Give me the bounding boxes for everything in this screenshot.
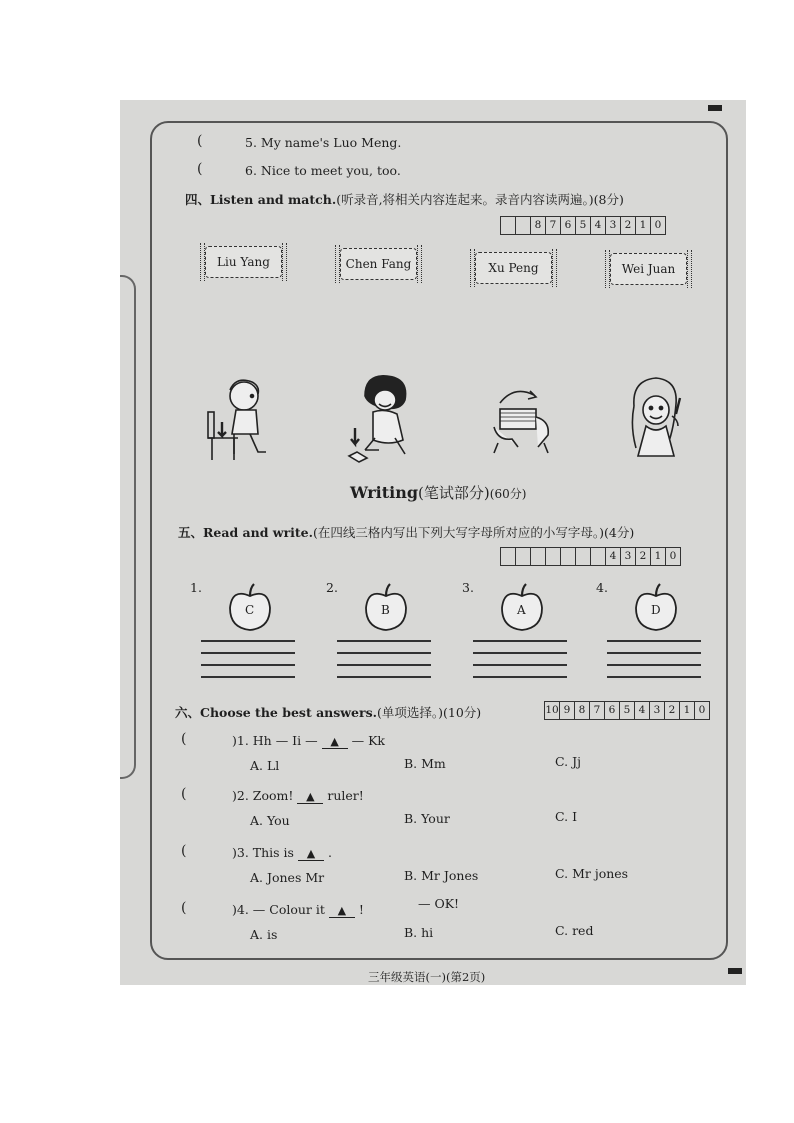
writing-title-cn: (笔试部分): [418, 484, 490, 502]
name-label: Liu Yang: [217, 255, 270, 269]
section-6-title-cn: (单项选择。)(10分): [377, 705, 482, 720]
grid-line: [607, 652, 701, 654]
name-label: Chen Fang: [345, 257, 412, 271]
option-a[interactable]: A. Jones Mr: [250, 870, 325, 885]
four-line-grid[interactable]: [473, 640, 567, 678]
score-cell: 6: [605, 702, 620, 719]
open-book-picture[interactable]: [488, 383, 558, 455]
grid-line: [337, 640, 431, 642]
question-stem: [232, 902, 364, 918]
score-cell: 10: [545, 702, 560, 719]
writing-points: (60分): [489, 487, 527, 501]
grid-line: [473, 640, 567, 642]
corner-mark-top: [708, 105, 722, 111]
answer-paren[interactable]: (: [181, 843, 187, 859]
blank-marker: ▲: [329, 905, 355, 918]
paren-open: (: [197, 161, 203, 177]
score-cell: [501, 548, 516, 565]
score-cell: 1: [680, 702, 695, 719]
section-4-title: [185, 190, 624, 208]
section-4-title-cn: (听录音,将相关内容连起来。录音内容读两遍。)(8分): [336, 192, 624, 207]
section-4-title-en: 四、Listen and match.: [185, 192, 337, 207]
option-c[interactable]: C. Jj: [555, 754, 581, 769]
score-cell: 5: [576, 217, 591, 234]
grid-line: [473, 664, 567, 666]
option-b[interactable]: B. hi: [404, 925, 434, 940]
score-box-5: [500, 547, 681, 566]
name-card-chen-fang[interactable]: [340, 248, 417, 280]
score-cell: 8: [531, 217, 546, 234]
score-cell: 4: [606, 548, 621, 565]
item-number: 3.: [462, 580, 474, 595]
uppercase-letter: A: [517, 603, 526, 617]
blank-marker: ▲: [322, 736, 348, 749]
score-cell: 7: [590, 702, 605, 719]
uppercase-letter: D: [651, 603, 661, 617]
score-cell: 2: [665, 702, 680, 719]
question-5: 5. My name's Luo Meng.: [245, 135, 402, 150]
score-cell: [531, 548, 546, 565]
question-stem: [232, 788, 364, 804]
four-line-grid[interactable]: [607, 640, 701, 678]
grid-line: [607, 676, 701, 678]
grid-line: [473, 652, 567, 654]
name-card-xu-peng[interactable]: [475, 252, 552, 284]
paren-open: (: [197, 133, 203, 149]
grid-line: [201, 664, 295, 666]
boy-sitting-picture[interactable]: [200, 372, 280, 464]
page-footer: 三年级英语(一)(第2页): [368, 970, 486, 984]
score-cell: 9: [560, 702, 575, 719]
four-line-grid[interactable]: [337, 640, 431, 678]
uppercase-letter: C: [245, 603, 255, 617]
girl-picking-picture[interactable]: [345, 372, 425, 464]
section-6-title-en: 六、Choose the best answers.: [175, 705, 377, 720]
answer-paren[interactable]: (: [181, 900, 187, 916]
score-cell: [561, 548, 576, 565]
option-c[interactable]: C. I: [555, 809, 578, 824]
item-number: 4.: [596, 580, 608, 595]
grid-line: [201, 676, 295, 678]
score-cell: 4: [591, 217, 606, 234]
score-cell: 7: [546, 217, 561, 234]
score-cell: 2: [621, 217, 636, 234]
stem-text: .: [327, 845, 332, 860]
name-label: Wei Juan: [621, 262, 676, 276]
section-5-title: [178, 523, 634, 541]
grid-line: [337, 664, 431, 666]
question-stem: [232, 733, 385, 749]
stem-text: — Kk: [351, 733, 385, 748]
score-cell: 3: [606, 217, 621, 234]
score-cell: 0: [669, 550, 677, 562]
grid-line: [201, 640, 295, 642]
score-cell: 3: [650, 702, 665, 719]
section-5-title-en: 五、Read and write.: [178, 525, 313, 540]
score-box-6: [544, 701, 710, 720]
uppercase-letter: B: [381, 603, 390, 617]
section-5-title-cn: (在四线三格内写出下列大写字母所对应的小写字母。)(4分): [313, 525, 635, 540]
score-cell: 6: [561, 217, 576, 234]
score-cell: 3: [621, 548, 636, 565]
score-cell: 2: [636, 548, 651, 565]
score-cell: [501, 217, 516, 234]
blank-marker: ▲: [298, 848, 324, 861]
question-stem: [232, 845, 332, 861]
option-b[interactable]: B. Mm: [404, 756, 446, 771]
stem-text: )1. Hh — Ii —: [232, 733, 318, 748]
option-b[interactable]: B. Mr Jones: [404, 868, 479, 883]
answer-paren[interactable]: (: [181, 786, 187, 802]
item-number: 1.: [190, 580, 202, 595]
writing-heading: [350, 482, 526, 503]
score-box-4: [500, 216, 666, 235]
score-cell: 1: [651, 548, 666, 565]
stem-text: ruler!: [327, 788, 364, 803]
score-cell: 0: [698, 704, 706, 716]
score-cell: 8: [575, 702, 590, 719]
name-card-liu-yang[interactable]: [205, 246, 282, 278]
score-cell: 5: [620, 702, 635, 719]
stem-text: )2. Zoom!: [232, 788, 294, 803]
score-cell: 0: [654, 219, 662, 231]
grid-line: [607, 664, 701, 666]
score-cell: 4: [635, 702, 650, 719]
item-number: 2.: [326, 580, 338, 595]
section-6-title: [175, 703, 481, 721]
four-line-grid[interactable]: [201, 640, 295, 678]
grid-line: [201, 652, 295, 654]
score-cell: [591, 548, 606, 565]
name-card-wei-juan[interactable]: [610, 253, 687, 285]
option-c[interactable]: C. Mr jones: [555, 866, 629, 881]
score-cell: [516, 217, 531, 234]
stem-text: )3. This is: [232, 845, 294, 860]
grid-line: [337, 676, 431, 678]
option-a[interactable]: A. is: [250, 927, 278, 942]
score-cell: [546, 548, 561, 565]
option-a[interactable]: A. You: [250, 813, 290, 828]
binding-arc: [120, 275, 136, 779]
option-c[interactable]: C. red: [555, 923, 594, 938]
answer-paren[interactable]: (: [181, 731, 187, 747]
blank-marker: ▲: [297, 791, 323, 804]
girl-pencil-picture[interactable]: [620, 376, 690, 462]
score-cell: [576, 548, 591, 565]
reply-text: — OK!: [418, 896, 460, 911]
name-label: Xu Peng: [488, 261, 539, 275]
question-6: 6. Nice to meet you, too.: [245, 163, 401, 178]
stem-text: !: [358, 902, 364, 917]
score-cell: [516, 548, 531, 565]
grid-line: [607, 640, 701, 642]
stem-text: )4. — Colour it: [232, 902, 325, 917]
score-cell: 1: [636, 217, 651, 234]
option-b[interactable]: B. Your: [404, 811, 450, 826]
option-a[interactable]: A. Ll: [250, 758, 280, 773]
corner-mark-bottom: [728, 968, 742, 974]
grid-line: [473, 676, 567, 678]
grid-line: [337, 652, 431, 654]
writing-title-en: Writing: [350, 483, 419, 502]
